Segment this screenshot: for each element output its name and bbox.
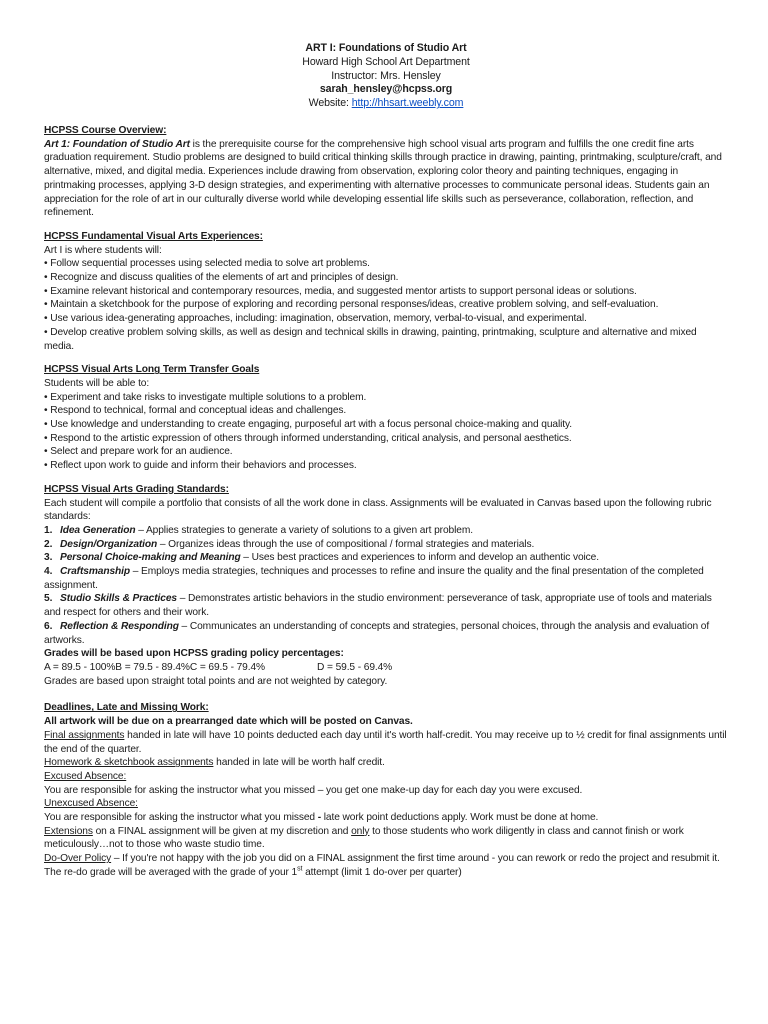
transfer-bullet: • Reflect upon work to guide and inform their behaviors and processes. <box>44 460 357 472</box>
grading-note: Grades are based upon straight total points and are not weighted by category. <box>44 675 388 687</box>
standard-name: Studio Skills & Practices <box>60 593 177 605</box>
fundamental-bullet: • Use various idea-generating approaches, including: imagination, observation, memory, verbal-to-visual, and experimental. <box>44 313 587 325</box>
unexcused-absence-text <box>44 811 728 825</box>
standard-description: – Uses best practices and experiences to inform and develop an authentic voice. <box>240 552 599 564</box>
transfer-bullet: • Respond to the artistic expression of others through informed understanding, critical analysis, and personal aesthetics. <box>44 432 572 444</box>
syllabus-page <box>44 42 728 880</box>
unexcused-dash: - <box>317 812 322 824</box>
standard-description: – Employs media strategies, techniques and processes to refine and insure the quality and the final presentation of the completed assignment. <box>44 566 704 591</box>
do-over-text-part: – If you're not happy with the job you did on a FINAL assignment the first time around - you can rework or redo the project and resubmit it. The re-do grade will be averaged with the grade of your 1 <box>44 853 720 878</box>
rubric-standard <box>44 538 728 552</box>
do-over-superscript: st <box>297 865 303 873</box>
homework-policy <box>44 756 728 770</box>
transfer-bullet: • Experiment and take risks to investigate multiple solutions to a problem. <box>44 391 367 403</box>
school-department: Howard High School Art Department <box>302 55 470 68</box>
extensions-label: Extensions <box>44 825 93 837</box>
rubric-standard <box>44 551 728 565</box>
grading-standards-heading: HCPSS Visual Arts Grading Standards: <box>44 483 229 495</box>
course-overview-paragraph <box>44 138 728 220</box>
standard-number: 3. <box>44 552 53 564</box>
homework-text: handed in late will be worth half credit. <box>213 757 385 769</box>
rubric-standard <box>44 592 728 619</box>
fundamental-experiences-heading: HCPSS Fundamental Visual Arts Experiences: <box>44 230 263 242</box>
grade-d: D = 59.5 - 69.4% <box>317 662 393 673</box>
transfer-goals-heading: HCPSS Visual Arts Long Term Transfer Goals <box>44 364 260 376</box>
excused-absence-label: Excused Absence: <box>44 770 127 782</box>
standard-name: Personal Choice-making and Meaning <box>60 552 241 564</box>
do-over-label: Do-Over Policy <box>44 853 112 865</box>
transfer-bullet: • Select and prepare work for an audience. <box>44 446 233 458</box>
standard-name: Idea Generation <box>60 524 136 536</box>
standard-name: Design/Organization <box>60 538 158 550</box>
fundamental-bullet: • Follow sequential processes using selected media to solve art problems. <box>44 258 370 270</box>
instructor-email-link[interactable]: sarah_hensley@hcpss.org <box>319 83 453 96</box>
unexcused-text-part: late work point deductions apply. Work must be done at home. <box>321 812 599 824</box>
fundamental-bullet: • Develop creative problem solving skills, as well as design and technical skills in drawing, painting, printmaking, sculpture and alternative and mixed media. <box>44 326 697 352</box>
grading-intro: Each student will compile a portfolio that consists of all the work done in class. Assignments will be evaluated in Canvas based upon the following rubric standards: <box>44 497 712 523</box>
website-line <box>44 97 728 111</box>
rubric-standard <box>44 524 728 538</box>
final-assignments-label: Final assignments <box>44 729 125 741</box>
transfer-bullet: • Use knowledge and understanding to create engaging, purposeful art with a focus personal choice-making and quality. <box>44 419 572 431</box>
rubric-standard <box>44 565 728 592</box>
fundamental-bullet: • Examine relevant historical and contemporary resources, media, and suggested mentor artists to support personal ideas or solutions. <box>44 285 637 297</box>
standard-description: – Communicates an understanding of concepts and strategies, personal choices, through the analysis and evaluation of artworks. <box>44 620 710 646</box>
standard-description: – Demonstrates artistic behaviors in the studio environment: perseverance of task, appropriate use of tools and materials and respect for others and their work. <box>44 593 712 619</box>
rubric-standard <box>44 620 728 647</box>
standard-description: – Organizes ideas through the use of compositional / formal strategies and materials. <box>157 538 535 550</box>
extensions-policy <box>44 825 728 852</box>
standard-number: 5. <box>44 593 53 605</box>
course-overview-heading: HCPSS Course Overview: <box>44 124 167 136</box>
grading-policy-line: Grades will be based upon HCPSS grading policy percentages: <box>44 648 344 660</box>
standard-number: 1. <box>44 524 53 536</box>
standard-name: Craftsmanship <box>60 566 131 578</box>
extensions-text-part: on a FINAL assignment will be given at my discretion and <box>92 825 352 837</box>
website-link[interactable]: http://hhsart.weebly.com <box>351 97 464 110</box>
grade-scale <box>44 661 728 675</box>
standard-number: 4. <box>44 566 53 578</box>
course-title: ART I: Foundations of Studio Art <box>305 42 467 54</box>
grade-b: B = 79.5 - 89.4% <box>115 662 190 673</box>
final-assignments-text: handed in late will have 10 points deducted each day until it's worth half-credit. You may receive up to ½ credit for final assignments until the end of the quarter. <box>44 729 727 755</box>
standard-number: 2. <box>44 538 53 550</box>
unexcused-text-part: You are responsible for asking the instructor what you missed <box>44 812 318 824</box>
deadlines-heading: Deadlines, Late and Missing Work: <box>44 702 209 714</box>
fundamental-bullet: • Recognize and discuss qualities of the elements of art and principles of design. <box>44 272 399 284</box>
extensions-text-part: to those students who work diligently in class and cannot finish or work meticulously…not to those who waste studio time. <box>44 825 684 851</box>
homework-label: Homework & sketchbook assignments <box>44 757 214 769</box>
grade-c: C = 69.5 - 79.4% <box>189 662 265 673</box>
document-header <box>44 42 728 111</box>
instructor-line: Instructor: Mrs. Hensley <box>331 69 441 82</box>
website-label: Website: <box>308 97 352 110</box>
transfer-intro: Students will be able to: <box>44 377 150 389</box>
excused-absence-text: You are responsible for asking the instructor what you missed – you get one make-up day for each day you were excused. <box>44 784 583 796</box>
course-name-lead: Art 1: Foundation of Studio Art <box>44 138 190 150</box>
do-over-policy <box>44 852 728 879</box>
grade-a: A = 89.5 - 100% <box>44 662 116 673</box>
standard-description: – Applies strategies to generate a variety of solutions to a given art problem. <box>135 524 473 536</box>
transfer-bullet: • Respond to technical, formal and conceptual ideas and challenges. <box>44 405 347 417</box>
fundamental-bullet: • Maintain a sketchbook for the purpose of exploring and recording personal responses/ideas, creative problem solving, and self-evaluation. <box>44 299 659 311</box>
due-date-policy: All artwork will be due on a prearranged date which will be posted on Canvas. <box>44 716 413 728</box>
standard-name: Reflection & Responding <box>60 620 179 632</box>
course-overview-text: is the prerequisite course for the comprehensive high school visual arts program and fulfills the one credit fine arts graduation requirement. Studio problems are designed to build critical thinking skills through practice in drawing, painting, printmaking, sculpture/craft, and alternative, mixed, and digital media. Experiences include drawing from observation, exploring color theory and painting techniques, engaging in printmaking processes, applying 3-D design strategies, and experimenting with alternative processes to communicate personal ideas. Students gain an appreciation for the role of art in our culturally diverse world while developing essential life skills such as perseverance, collaboration, reflection, and refinement. <box>44 138 722 219</box>
final-assignments-policy <box>44 729 728 756</box>
extensions-only: only <box>351 825 370 837</box>
unexcused-absence-label: Unexcused Absence: <box>44 798 138 810</box>
do-over-text-part: attempt (limit 1 do-over per quarter) <box>302 866 462 878</box>
fundamental-intro: Art I is where students will: <box>44 244 162 256</box>
standard-number: 6. <box>44 620 53 632</box>
